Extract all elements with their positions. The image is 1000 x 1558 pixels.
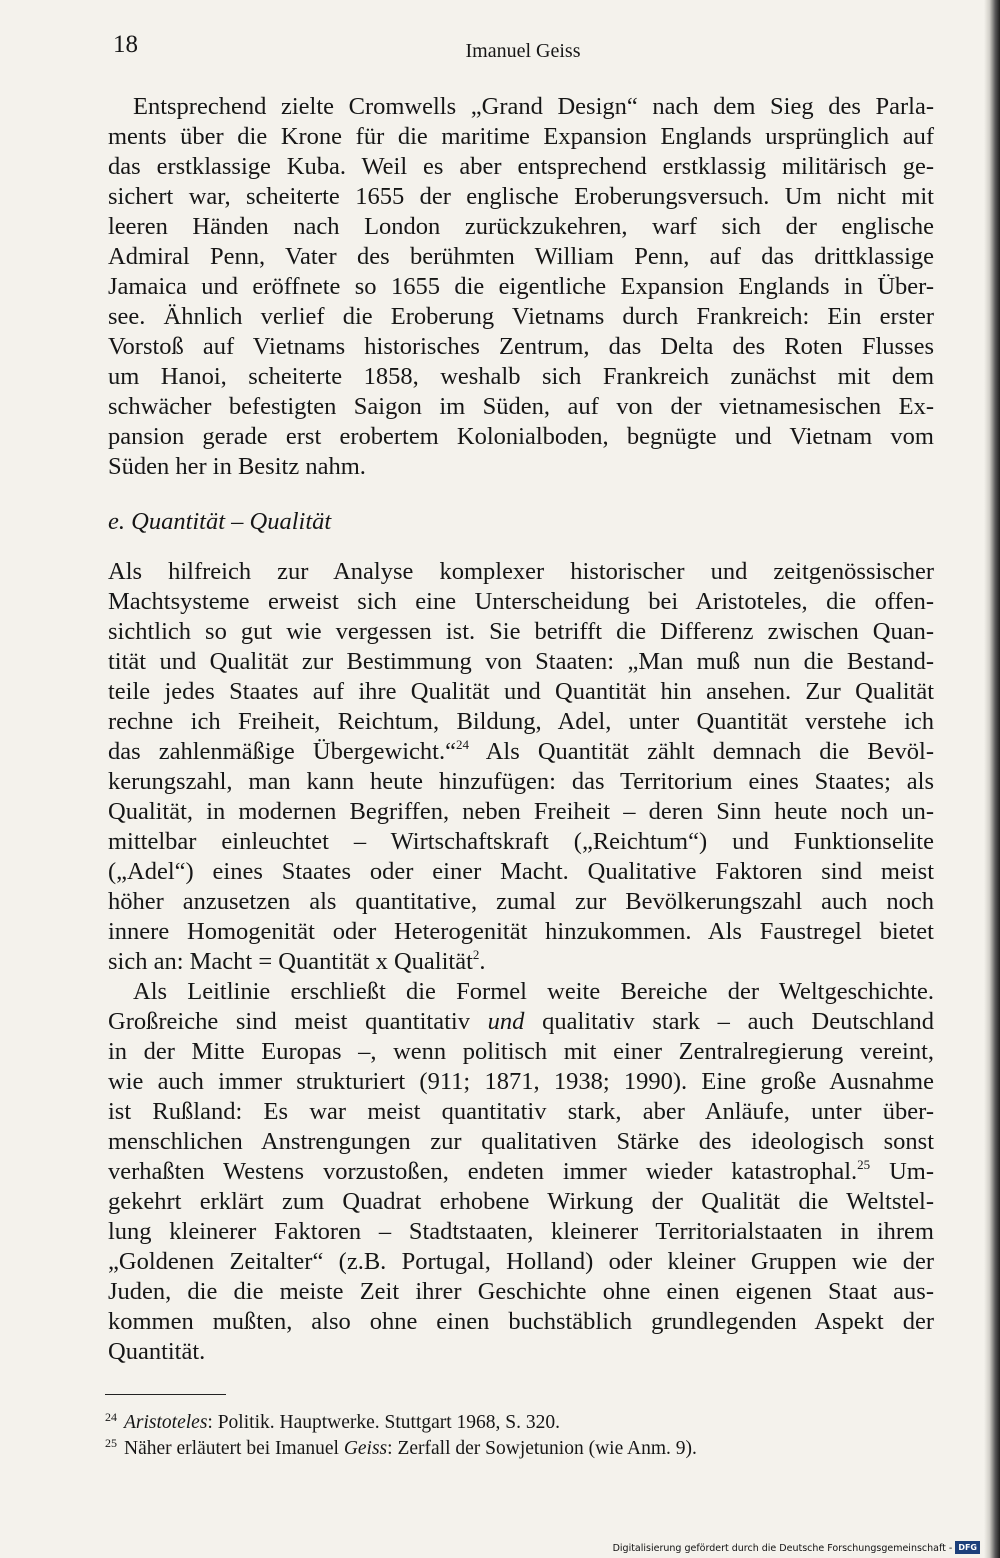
text-line: Juden, die die meiste Zeit ihrer Geschichte ohne einen eigenen Staat aus- [108, 1278, 934, 1305]
credit-text: Digitalisierung gefördert durch die Deutsche Forschungsgemeinschaft - [612, 1543, 953, 1554]
running-head: Imanuel Geiss [465, 40, 581, 62]
text-line: tität und Qualität zur Bestimmung von Staaten: „Man muß nun die Bestand- [108, 648, 934, 675]
text-line: teile jedes Staates auf ihre Qualität und Quantität hin ansehen. Zur Qualität [108, 678, 934, 705]
exponent: 2 [472, 947, 480, 962]
text-line: lung kleinerer Faktoren – Stadtstaaten, kleinerer Territorialstaaten in ihrem [108, 1218, 934, 1245]
text-line: in der Mitte Europas –, wenn politisch mit einer Zentralregierung vereint, [108, 1038, 934, 1065]
footnote-25 [105, 1431, 697, 1461]
text-run: das zahlenmäßige Übergewicht.“ [108, 738, 456, 765]
footnote-author: Aristoteles [124, 1412, 208, 1433]
text-run: sich an: Macht = Quantität x Qualität [108, 948, 473, 975]
text-line: „Goldenen Zeitalter“ (z.B. Portugal, Holland) oder kleiner Gruppen wie der [108, 1248, 934, 1275]
scan-edge-shadow [984, 0, 1000, 1558]
text-line: see. Ähnlich verlief die Eroberung Vietnams durch Frankreich: Ein erster [108, 303, 934, 330]
text-line: sichert war, scheiterte 1655 der englische Eroberungsversuch. Um nicht mit [108, 183, 934, 210]
footnote-divider [105, 1394, 226, 1395]
footnote-number: 24 [105, 1410, 117, 1424]
text-line: innere Homogenität oder Heterogenität hinzukommen. Als Faustregel bietet [108, 918, 934, 945]
text-line: Vorstoß auf Vietnams historisches Zentrum, das Delta des Roten Flusses [108, 333, 934, 360]
text-line: mittelbar einleuchtet – Wirtschaftskraft („Reichtum“) und Funktionselite [108, 828, 934, 855]
text-line: schwächer befestigten Saigon im Süden, auf von der vietnamesischen Ex- [108, 393, 934, 420]
text-run: Um- [870, 1158, 934, 1185]
footnote-author: Geiss [343, 1438, 388, 1459]
text-line: rechne ich Freiheit, Reichtum, Bildung, Adel, unter Quantität verstehe ich [108, 708, 934, 735]
text-line [108, 1157, 934, 1187]
text-line: pansion gerade erst erobertem Kolonialboden, begnügte und Vietnam vom [108, 423, 934, 450]
text-run: . [479, 948, 486, 975]
text-line [108, 737, 934, 767]
text-line [108, 1007, 934, 1037]
text-line: wie auch immer strukturiert (911; 1871, 1938; 1990). Eine große Ausnahme [108, 1068, 934, 1095]
text-line: („Adel“) eines Staates oder einer Macht. Qualitative Faktoren sind meist [108, 858, 934, 885]
dfg-logo: DFG [955, 1541, 980, 1554]
text-line: höher anzusetzen als quantitative, zumal zur Bevölkerungszahl auch noch [108, 888, 934, 915]
text-line: Als Leitlinie erschließt die Formel weite Bereiche der Weltgeschichte. [133, 978, 934, 1005]
digitization-credit [613, 1541, 980, 1555]
emphasis: und [487, 1008, 525, 1035]
text-run: Großreiche sind meist quantitativ [108, 1008, 488, 1035]
text-line: um Hanoi, scheiterte 1858, weshalb sich Frankreich zunächst mit dem [108, 363, 934, 390]
footnote-number: 25 [105, 1436, 117, 1450]
text-line: Jamaica und eröffnete so 1655 die eigentliche Expansion Englands in Über- [108, 273, 934, 300]
footnote-ref-25: 25 [857, 1157, 871, 1172]
text-line: ments über die Krone für die maritime Expansion Englands ursprünglich auf [108, 123, 934, 150]
text-line: kerungszahl, man kann heute hinzufügen: das Territorium eines Staates; als [108, 768, 934, 795]
text-line: Entsprechend zielte Cromwells „Grand Design“ nach dem Sieg des Parla- [133, 93, 934, 120]
text-line: Als hilfreich zur Analyse komplexer historischer und zeitgenössischer [108, 558, 934, 585]
text-run: verhaßten Westens vorzustoßen, endeten immer wieder katastrophal. [108, 1158, 858, 1185]
page-number: 18 [113, 31, 138, 58]
text-line: Qualität, in modernen Begriffen, neben Freiheit – deren Sinn heute noch un- [108, 798, 934, 825]
text-line: leeren Händen nach London zurückzukehren, warf sich der englische [108, 213, 934, 240]
footnote-text: : Zerfall der Sowjetunion (wie Anm. 9). [387, 1438, 697, 1459]
text-run: Als Quantität zählt demnach die Bevöl- [468, 738, 934, 765]
text-line: ist Rußland: Es war meist quantitativ stark, aber Anläufe, unter über- [108, 1098, 934, 1125]
footnote-text: Näher erläutert bei Imanuel [124, 1438, 344, 1459]
section-heading: e. Quantität – Qualität [108, 508, 332, 535]
text-run: qualitativ stark – auch Deutschland [524, 1008, 934, 1035]
text-line: Machtsysteme erweist sich eine Unterscheidung bei Aristoteles, die offen- [108, 588, 934, 615]
text-line [108, 947, 934, 977]
text-line: menschlichen Anstrengungen zur qualitativen Stärke des ideologisch sonst [108, 1128, 934, 1155]
text-line: gekehrt erklärt zum Quadrat erhobene Wirkung der Qualität die Weltstel- [108, 1188, 934, 1215]
footnote-ref-24: 24 [455, 737, 469, 752]
text-line: Quantität. [108, 1338, 206, 1365]
text-line: kommen mußten, also ohne einen buchstäblich grundlegenden Aspekt der [108, 1308, 934, 1335]
footnote-text: : Politik. Hauptwerke. Stuttgart 1968, S. 320. [207, 1412, 561, 1433]
text-line: sichtlich so gut wie vergessen ist. Sie betrifft die Differenz zwischen Quan- [108, 618, 934, 645]
text-line: Admiral Penn, Vater des berühmten William Penn, auf das drittklassige [108, 243, 934, 270]
text-line: Süden her in Besitz nahm. [108, 453, 366, 480]
text-line: das erstklassige Kuba. Weil es aber entsprechend erstklassig militärisch ge- [108, 153, 934, 180]
